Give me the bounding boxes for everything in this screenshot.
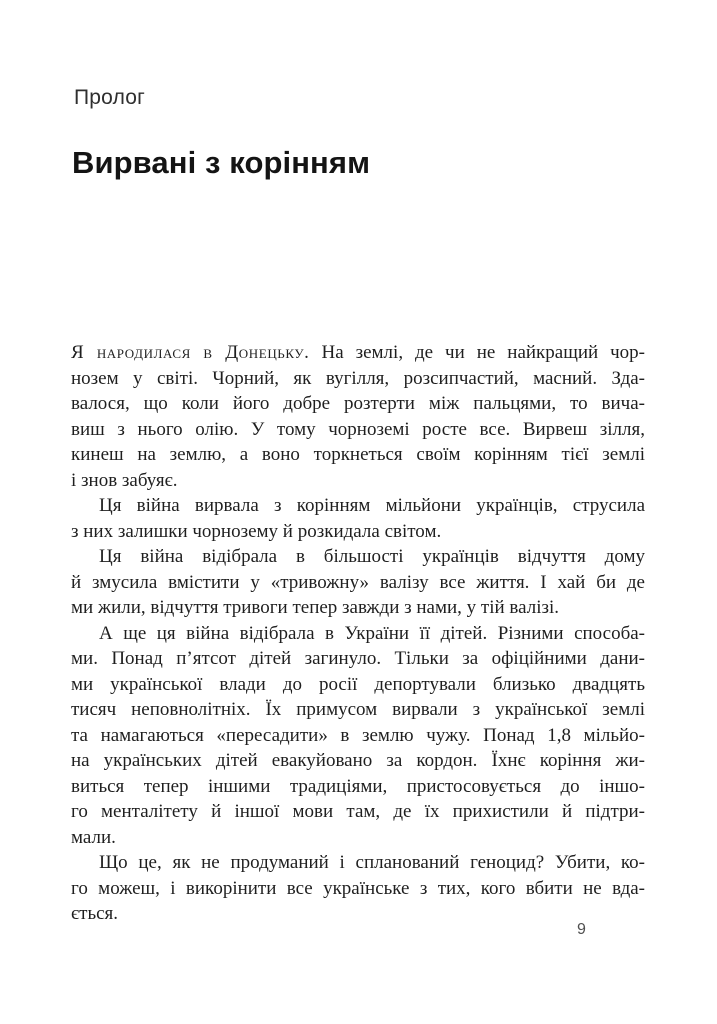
text-line: Ця війна відібрала в більшості українців відчуття дому	[99, 546, 645, 567]
text-line: Ця війна вирвала з корінням мільйони українців, струсила	[99, 495, 645, 516]
text-line: і знов забуяє.	[71, 469, 178, 491]
text-line: ми жили, відчуття тривоги тепер завжди з нами, у тій валізі.	[71, 597, 560, 618]
smallcaps-lead: Я народилася в Донецьку.	[71, 342, 310, 363]
text-line: го можеш, і викорінити все українське з тих, кого вбити не вда-	[71, 877, 645, 899]
text-line: тисяч неповнолітніх. Їх примусом вирвали з української землі	[71, 699, 645, 720]
body-text	[71, 340, 645, 927]
text-line: з них залишки чорнозему й розкидала світом.	[71, 520, 442, 542]
text-line: на українських дітей евакуйовано за кордон. Їхнє коріння жи-	[71, 750, 645, 771]
page-number: 9	[577, 921, 586, 938]
text-line: й змусила вмістити у «тривожну» валізу все життя. І хай би де	[71, 571, 645, 593]
text-line: Я народилася в Донецьку. На землі, де чи не найкращий чор-	[71, 342, 645, 363]
paragraph	[71, 621, 645, 851]
text-line: мали.	[71, 826, 116, 848]
text-line: виш з нього олію. У тому чорноземі росте все. Вирвеш зілля,	[71, 418, 645, 440]
text-line: та намагаються «пересадити» в землю чужу. Понад 1,8 мільйо-	[71, 724, 645, 746]
text-line: ми. Понад п’ятсот дітей загинуло. Тільки за офіційними дани-	[71, 648, 645, 669]
text-line: Що це, як не продуманий і спланований геноцид? Убити, ко-	[99, 852, 645, 873]
text-line: ми української влади до росії депортували близько двадцять	[71, 673, 645, 695]
text-line: го менталітету й іншої мови там, де їх прихистили й підтри-	[71, 801, 645, 822]
text-line: валося, що коли його добре розтерти між пальцями, то вича-	[71, 393, 645, 414]
paragraph	[71, 850, 645, 927]
text-line: ється.	[71, 903, 119, 924]
paragraph	[71, 340, 645, 493]
paragraph	[71, 493, 645, 544]
chapter-kicker: Пролог	[74, 86, 146, 109]
text-line: нозем у світі. Чорний, як вугілля, розсипчастий, масний. Зда-	[71, 367, 645, 389]
paragraph	[71, 544, 645, 621]
text-line: виться тепер іншими традиціями, пристосовується до іншо-	[71, 775, 645, 797]
text-line: кинеш на землю, а воно торкнеться своїм корінням тієї землі	[71, 444, 645, 465]
chapter-title: Вирвані з корінням	[72, 145, 371, 180]
text-line: А ще ця війна відібрала в України її дітей. Різними способа-	[99, 622, 645, 644]
